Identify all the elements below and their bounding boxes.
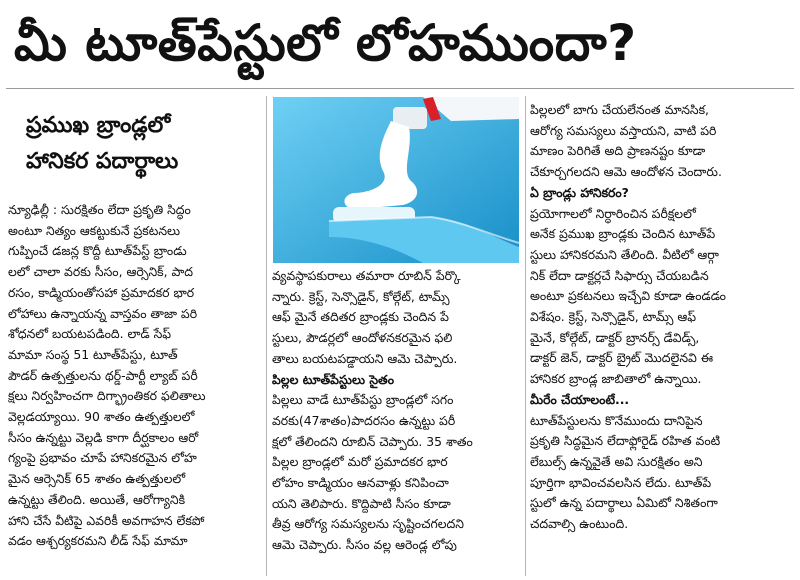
body-line: లోహం కాడ్మియం ఆనవాళ్లు కనిపించా: [272, 475, 449, 491]
article-column-3: [530, 100, 792, 535]
body-line: పిల్లలు వాడే టూత్‌పేస్టు బ్రాండ్లలో సగం: [272, 392, 454, 408]
column-divider: [525, 96, 526, 576]
body-line: మైన ఆర్సెనిక్ 65 శాతం ఉత్పత్తులలో: [8, 471, 186, 487]
body-line: ప్రకృతి సిద్ధమైన లేదాఫ్లోరైడ్ రహిత వంటి: [530, 433, 721, 449]
body-line: స్టులో ఉన్న పదార్థాలు ఏమిటో నిశితంగా: [530, 495, 718, 511]
body-line: వడం ఆశ్చర్యకరమని లీడ్ సేఫ్ మామా: [8, 533, 188, 549]
body-line: ఆఫ్ మైనే తదితర బ్రాండ్లకు చెందిన పే: [272, 309, 449, 325]
body-line: ఆరోగ్య సమస్యలు వస్తాయని, వాటి పరి: [530, 122, 717, 138]
subheading: [26, 108, 256, 180]
headline-rule: [6, 88, 794, 89]
body-line: మాణం పెరిగితే అది ప్రాణనష్టం కూడా: [530, 143, 706, 159]
article-column-1: [8, 200, 260, 552]
body-line: రసం, కాడ్మియంతోసహా ప్రమాదకర భార: [8, 284, 195, 300]
body-line: యని తెలిపారు. కొద్దిపాటి సీసం కూడా: [272, 495, 451, 511]
body-line: హానికర బ్రాండ్ల జాబితాలో ఉన్నాయి.: [530, 371, 702, 387]
subheading-line-2: హానికర పదార్థాలు: [26, 149, 179, 174]
body-line: పిల్లలలో బాగు చేయలేనంత మానసిక,: [530, 102, 710, 117]
body-line: అంటూ ప్రకటనలు ఇచ్చేవి కూడా ఉండడం: [530, 288, 726, 304]
body-line: న్నారు. క్రెస్ట్, సెన్సొడైన్, కోల్గేట్, టామ్స్: [272, 288, 450, 304]
body-line: అంటూ నిత్యం ఆకట్టుకునే ప్రకటనలు: [8, 222, 181, 238]
body-line: నిక్ లేదా డాక్టర్లచే సిఫార్సు చేయబడిన: [530, 267, 709, 283]
body-line: న్యూఢిల్లీ : సురక్షితం లేదా ప్రకృతి సిద్ధం: [8, 202, 191, 217]
body-line: హాని చేసే వీటిపై ఎవరికీ అవగాహన లేకపో: [8, 512, 205, 528]
subheading-line-1: ప్రముఖ బ్రాండ్లలో: [26, 113, 171, 138]
crosshead: పిల్లల టూత్‌పేస్టులు సైతం: [272, 371, 394, 387]
article-column-2: [272, 266, 520, 556]
body-line: అనేక ప్రముఖ బ్రాండ్లకు చెందిన టూత్‌పే: [530, 226, 716, 242]
body-line: లోహాలు ఉన్నాయన్న వాస్తవం తాజా పరి: [8, 305, 198, 321]
crosshead: ఏ బ్రాండ్లు హానికరం?: [530, 184, 629, 200]
body-line: లేబుల్స్ ఉన్నవైతే అవి సురక్షితం అని: [530, 453, 703, 469]
body-line: పూర్తిగా భావించవలసిన లేదు. టూత్‌పే: [530, 474, 712, 490]
body-line: గుప్పించే డజన్ల కొద్దీ టూత్‌పేస్ట్ బ్రాండు: [8, 243, 187, 259]
body-line: ప్రయోగాలలో నిర్ధారించిన పరీక్షలలో: [530, 205, 696, 221]
body-line: డాక్టర్ జెన్, డాక్టర్ బ్రైట్ మొదలైనవి ఈ: [530, 350, 714, 366]
body-line: స్టులు, పౌడర్లలో ఆందోళనకరమైన ఫలి: [272, 330, 453, 346]
body-line: మైనే, కోల్గేట్, డాక్టర్ బ్రానర్స్ డేవిడ్స్,: [530, 329, 700, 345]
body-line: ఆమె చెప్పారు. సీసం వల్ల ఆరెండ్ల లోపు: [272, 537, 457, 553]
body-line: వెల్లడయ్యాయి. 90 శాతం ఉత్పత్తులలో: [8, 409, 195, 425]
toothbrush-photo: [273, 97, 519, 263]
body-line: పిల్లల బ్రాండ్లలో మరో ప్రమాదకర భార: [272, 454, 448, 470]
body-line: విశేషం. క్రెస్ట్, సెన్సొడైన్, టామ్స్ ఆఫ్: [530, 309, 697, 325]
body-line: సీసం ఉన్నట్టు వెల్లడి కాగా దీర్ఘకాలం ఆరో: [8, 429, 199, 445]
crosshead: మీరేం చేయాలంటే...: [530, 391, 630, 407]
body-line: వరకు(47శాతం)పాదరసం ఉన్నట్టు పరీ: [272, 412, 456, 428]
body-line: వ్యవస్థాపకురాలు తమారా రూబిన్ పేర్కొ: [272, 268, 461, 283]
body-line: శోధనలో బయటపడింది. లాడ్ సేఫ్: [8, 326, 172, 342]
body-line: లలో చాలా వరకు సీసం, ఆర్సెనిక్, పాద: [8, 264, 194, 280]
body-line: గ్యంపై ప్రభావం చూపే హానికరమైన లోహ: [8, 450, 197, 466]
body-line: క్షలు నిర్వహించగా దిగ్భ్రాంతికర ఫలితాలు: [8, 388, 206, 404]
body-line: చేకూర్చగలదని ఆమె ఆందోళన చెందారు.: [530, 164, 722, 180]
body-line: పౌడర్ ఉత్పత్తులను థర్డ్-పార్టీ ల్యాబ్ పరీ: [8, 367, 198, 383]
toothbrush-image: [273, 97, 519, 263]
headline: మీ టూత్‌పేస్టులో లోహముందా?: [14, 14, 637, 72]
body-line: తాలు బయటపడ్డాయని ఆమె చెప్పారు.: [272, 350, 458, 366]
body-line: ఉన్నట్టు తేలింది. అయితే, ఆరోగ్యానికి: [8, 491, 186, 507]
body-line: టూత్‌పేస్టులను కొనేముందు దానిపైన: [530, 412, 703, 428]
body-line: క్షలో తేలిందని రూబిన్ చెప్పారు. 35 శాతం: [272, 433, 473, 449]
body-line: తీవ్ర ఆరోగ్య సమస్యలను సృష్టించగలదని: [272, 516, 464, 532]
column-divider: [266, 96, 267, 576]
body-line: చదవాల్సి ఉంటుంది.: [530, 516, 629, 532]
body-line: మామా సంస్థ 51 టూత్‌పేస్టు, టూత్: [8, 346, 178, 362]
body-line: స్టులు హానికరమని తేలింది. వీటిలో ఆర్గా: [530, 246, 719, 262]
